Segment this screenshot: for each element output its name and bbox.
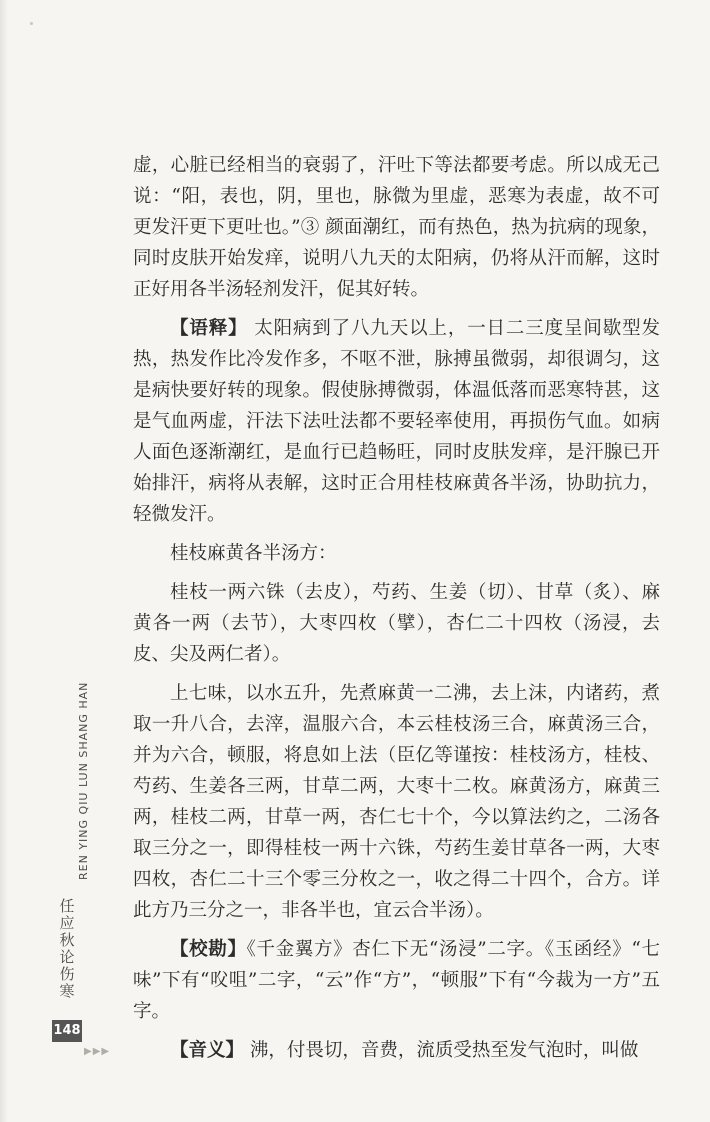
section-tag-jiaokan: 【校勘】: [170, 939, 247, 960]
page-number: 148: [52, 1020, 82, 1042]
formula-title: 桂枝麻黄各半汤方：: [170, 543, 337, 564]
formula-method: 上七味，以水五升，先煮麻黄一二沸，去上沫，内诸药，煮取一升八合，去滓，温服六合，本云桂枝汤三合，麻黄汤三合，并为六合，顿服，将息如上法（臣亿等谨按：桂枝汤方，桂枝、芍药、生姜各三两，甘草二两，大枣十二枚。麻黄汤方，麻黄三两，桂枝二两，甘草一两，杏仁七十个，今以算法约之，二汤各取三分之一，即得桂枝一两十六铢，芍药生姜甘草各一两，大枣四枚，杏仁二十三个零三分枚之一，收之得二十四个，合方。详此方乃三分之一，非各半也，宜云合半汤）。: [133, 683, 660, 921]
formula-ingredients: 桂枝一两六铢（去皮），芍药、生姜（切）、甘草（炙）、麻黄各一两（去节），大枣四枚（擘），杏仁二十四枚（汤浸，去皮、尖及两仁者）。: [133, 582, 660, 665]
paragraph-yinyi-text: 沸，付畏切，音费，流质受热至发气泡时，叫做: [249, 1040, 639, 1061]
paragraph-jiaokan-text: 《千金翼方》杏仁下无“汤浸”二字。《玉函经》“七味”下有“㕮咀”二字，“云”作“方”，“顿服”下有“今裁为一方”五字。: [133, 939, 660, 1022]
page-edge: [0, 0, 8, 1122]
scan-speck: [30, 22, 33, 25]
paragraph-yinyi: [133, 1035, 660, 1066]
sidebar-latin-title: REN YING QIU LUN SHANG HAN: [77, 681, 90, 880]
section-tag-yushi: 【语释】: [170, 318, 248, 339]
sidebar-chinese-title: 任应秋论伤寒: [59, 897, 75, 1000]
paragraph-yushi-text: 太阳病到了八九天以上，一日二三度呈间歇型发热，热发作比冷发作多，不呕不泄，脉搏虽微弱，却很调匀，这是病快要好转的现象。假使脉搏微弱，体温低落而恶寒特甚，这是气血两虚，汗法下法吐法都不要轻率使用，再损伤气血。如病人面色逐渐潮红，是血行已趋畅旺，同时皮肤发痒，是汗腺已开始排汗，病将从表解，这时正合用桂枝麻黄各半汤，协助抗力，轻微发汗。: [133, 318, 660, 525]
section-tag-yinyi: 【音义】: [170, 1040, 245, 1061]
paragraph-yushi: [133, 313, 660, 530]
footer-arrows-icon: ▶▶▶: [84, 1046, 111, 1057]
paragraph-continuation: 虚，心脏已经相当的衰弱了，汗吐下等法都要考虑。所以成无己说：“阳，表也，阴，里也，脉微为里虚，恶寒为表虚，故不可更发汗更下更吐也。”③ 颜面潮红，而有热色，热为抗病的现象，同时皮肤开始发痒，说明八九天的太阳病，仍将从汗而解，这时正好用各半汤轻剂发汗，促其好转。: [133, 155, 660, 300]
paragraph-jiaokan: [133, 934, 660, 1027]
body-text: [133, 150, 660, 1066]
